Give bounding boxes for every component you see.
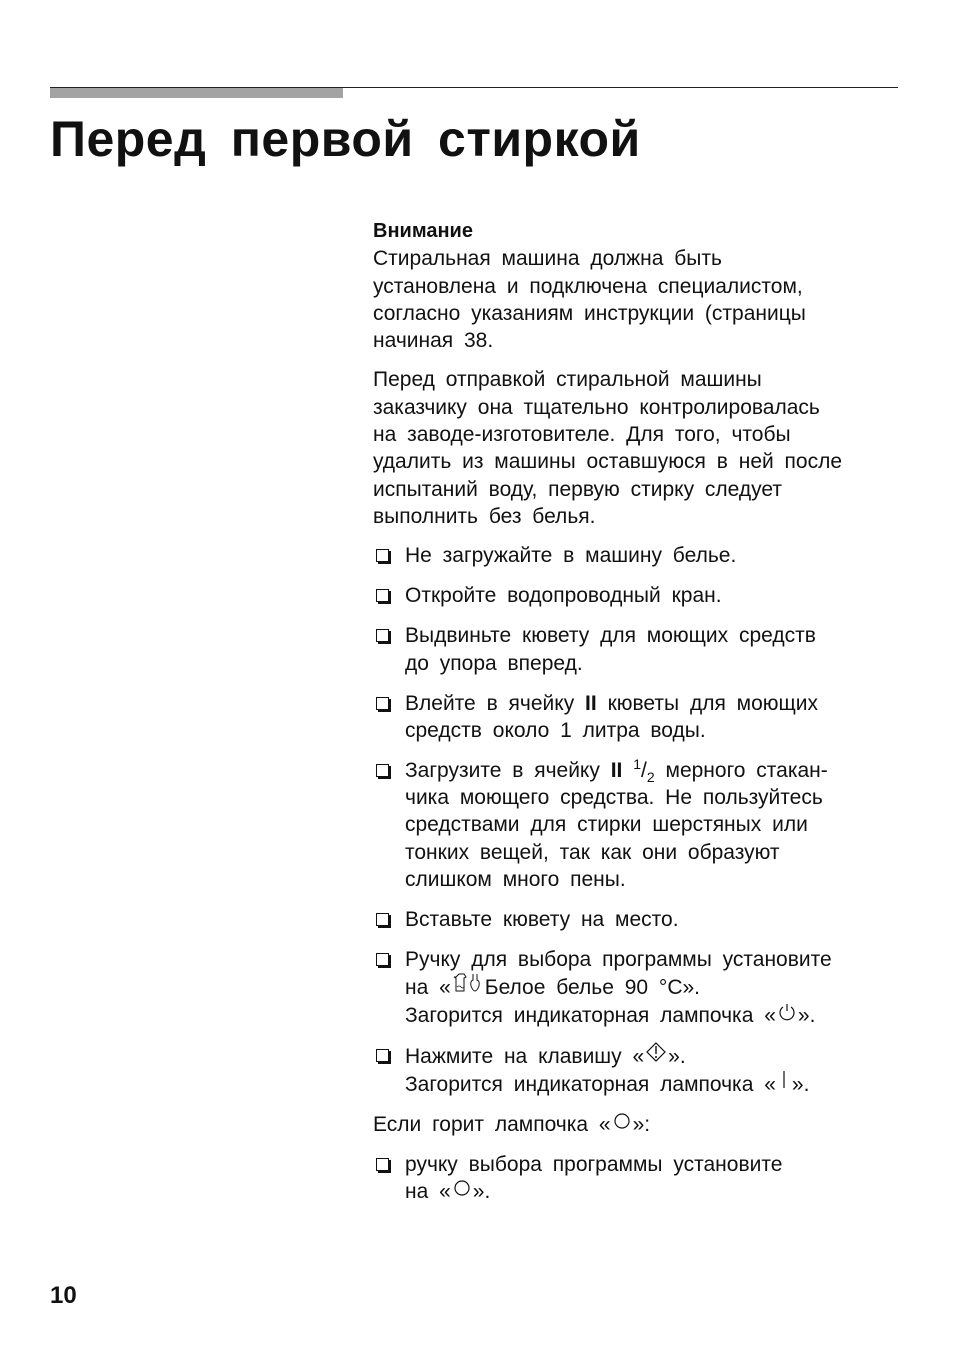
- step-item: [373, 690, 898, 745]
- step-text: мерного стакан-: [665, 758, 828, 782]
- step-text: ручку выбора программы установите: [405, 1152, 783, 1176]
- intro-line: Перед отправкой стиральной машины: [373, 368, 762, 392]
- intro-line: выполнить без белья.: [373, 504, 596, 528]
- step-text: Загорится индикаторная лампочка «: [405, 1003, 776, 1027]
- fraction: $^1/_2$: [633, 755, 655, 785]
- start-icon: [644, 1042, 668, 1070]
- top-rule-gray-bar: [50, 88, 343, 98]
- step-item: [373, 1151, 898, 1206]
- step-text: Выдвиньте кювету для моющих средств: [405, 624, 816, 648]
- checkbox-bullet-icon: [376, 697, 389, 710]
- step-text: Нажмите на клавишу «: [405, 1044, 645, 1068]
- off-indicator-icon: [451, 1178, 473, 1205]
- if-lamp-text: Если горит лампочка «: [373, 1112, 611, 1136]
- attention-line: Стиральная машина должна быть: [373, 247, 722, 271]
- step-text: Ручку для выбора программы установите: [405, 947, 832, 971]
- step-text: кюветы для моющих: [607, 691, 819, 715]
- checkbox-bullet-icon: [376, 549, 389, 562]
- intro-line: испытаний воду, первую стирку следует: [373, 477, 782, 501]
- step-text: средств около 1 литра воды.: [405, 718, 706, 742]
- steps-list: [373, 542, 898, 1098]
- step-text: Вставьте кювету на место.: [405, 907, 679, 931]
- step-item: [373, 946, 898, 1029]
- checkbox-bullet-icon: [376, 764, 389, 777]
- step-text: тонких вещей, так как они образуют: [405, 840, 780, 864]
- attention-block: [373, 218, 898, 354]
- page-number: 10: [50, 1282, 77, 1309]
- final-steps-list: [373, 1151, 898, 1206]
- intro-paragraph: [373, 366, 898, 530]
- step-item: [373, 622, 898, 677]
- step-item: [373, 906, 898, 933]
- attention-line: установлена и подключена специалистом,: [373, 274, 803, 298]
- if-lamp-text: »:: [632, 1112, 651, 1136]
- step-text: Белое белье 90 °С».: [484, 976, 700, 1000]
- attention-line: согласно указаниям инструкции (страницы: [373, 301, 806, 325]
- step-text: Загрузите в ячейку: [405, 758, 600, 782]
- off-indicator-icon: [611, 1111, 633, 1138]
- step-text: ».: [668, 1044, 686, 1068]
- if-lamp-paragraph: [373, 1111, 898, 1138]
- step-text: Откройте водопроводный кран.: [405, 584, 722, 608]
- step-text: до упора вперед.: [405, 651, 583, 675]
- step-text: Не загружайте в машину белье.: [405, 544, 737, 568]
- step-text: ».: [797, 1003, 816, 1027]
- checkbox-bullet-icon: [376, 1049, 389, 1062]
- checkbox-bullet-icon: [376, 953, 389, 966]
- intro-line: удалить из машины оставшуюся в ней после: [373, 450, 843, 474]
- checkbox-bullet-icon: [376, 589, 389, 602]
- intro-line: на заводе-изготовителе. Для того, чтобы: [373, 423, 791, 447]
- step-text: Влейте в ячейку: [405, 691, 575, 715]
- step-text: ».: [791, 1072, 810, 1096]
- step-item: [373, 542, 898, 569]
- step-text: слишком много пены.: [405, 867, 626, 891]
- cotton-wash-icon: [451, 973, 485, 1001]
- power-icon: [776, 1002, 798, 1029]
- step-item: [373, 757, 898, 893]
- step-item: [373, 582, 898, 609]
- step-text: Загорится индикаторная лампочка «: [405, 1072, 776, 1096]
- step-item: [373, 1042, 898, 1099]
- page-title: Перед первой стиркой: [50, 111, 641, 167]
- step-text: ».: [472, 1180, 491, 1204]
- step-text: на «: [405, 976, 451, 1000]
- checkbox-bullet-icon: [376, 629, 389, 642]
- attention-line: начиная 38.: [373, 329, 494, 353]
- step-text: чика моющего средства. Не пользуйтесь: [405, 786, 823, 810]
- main-content: [373, 218, 898, 1218]
- compartment-label: II: [585, 691, 597, 715]
- step-text: на «: [405, 1180, 451, 1204]
- step-text: средствами для стирки шерстяных или: [405, 813, 808, 837]
- checkbox-bullet-icon: [376, 913, 389, 926]
- on-indicator-icon: [776, 1070, 792, 1098]
- compartment-label: II: [610, 758, 623, 782]
- attention-heading: Внимание: [373, 220, 473, 242]
- intro-line: заказчику она тщательно контролировалась: [373, 395, 820, 419]
- checkbox-bullet-icon: [376, 1158, 389, 1171]
